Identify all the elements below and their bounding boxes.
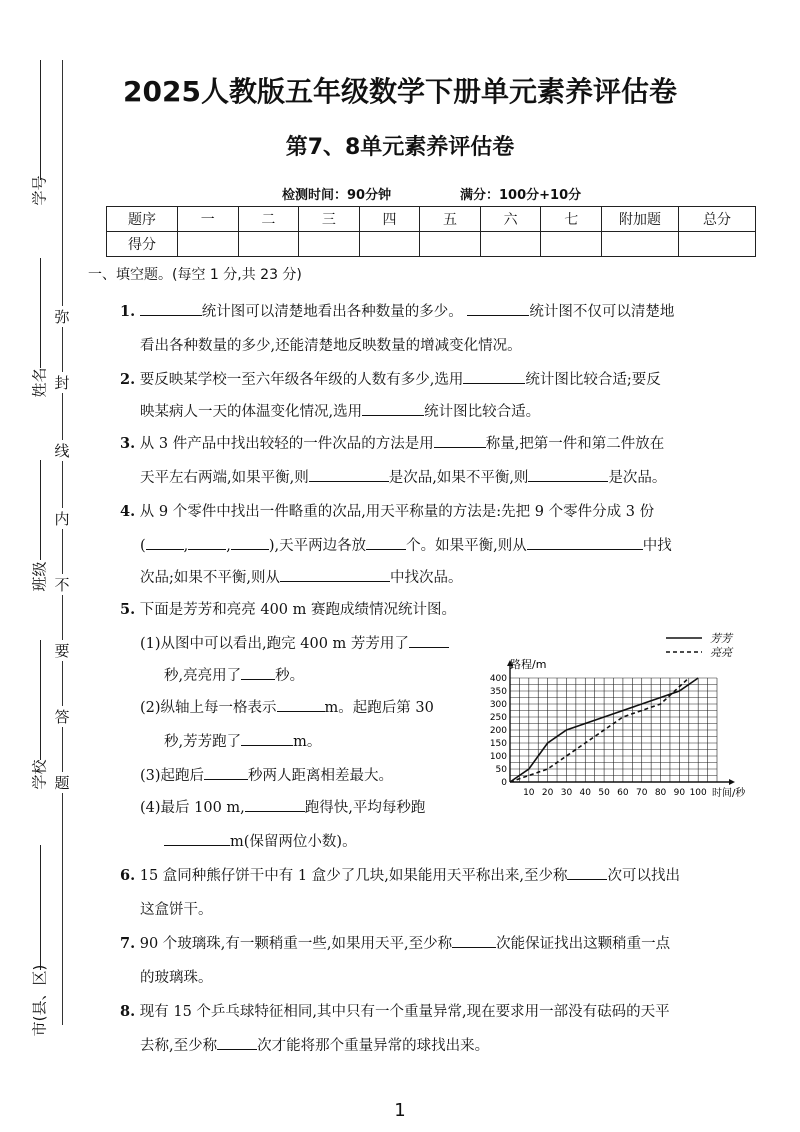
score-cell[interactable] (541, 232, 602, 257)
answer-blank[interactable] (146, 535, 184, 550)
y-tick-label: 150 (489, 739, 507, 749)
score-cell[interactable] (480, 232, 541, 257)
question-text: 秒,芳芳跑了 (164, 734, 242, 750)
race-line-chart (480, 632, 770, 808)
page-number: 1 (394, 1100, 406, 1121)
field-school: 学校 (30, 759, 49, 790)
question-text: 秒,亮亮用了 (164, 668, 242, 684)
question-4 (120, 500, 654, 521)
question-text: 从 3 件产品中找出较轻的一件次品的方法是用 (139, 436, 434, 452)
question-text: 称量,把第一件和第二件放在 (485, 436, 665, 452)
page-title: 2025人教版五年级数学下册单元素养评估卷 (123, 75, 677, 108)
question-number: 5. (120, 601, 136, 618)
margin-line (40, 460, 41, 560)
y-tick-label: 100 (489, 752, 507, 762)
seal-char: 线 (54, 442, 70, 460)
answer-blank[interactable] (245, 797, 305, 812)
table-cell: 总分 (679, 207, 756, 232)
seal-char: 封 (54, 374, 70, 392)
seal-char: 弥 (54, 308, 70, 326)
answer-blank[interactable] (409, 633, 449, 648)
question-text: 秒两人距离相差最大。 (248, 768, 394, 784)
score-table-score-row (107, 232, 756, 257)
question-text: 是次品,如果不平衡,则 (388, 470, 529, 486)
y-tick-label: 350 (489, 687, 507, 697)
field-city: 市(县、区) (30, 964, 49, 1037)
question-text: 15 盒同种熊仔饼干中有 1 盒少了几块,如果能用天平称出来,至少称 (139, 868, 568, 884)
question-text: , (183, 538, 189, 554)
table-cell: 一 (178, 207, 239, 232)
question-2-cont (140, 400, 540, 421)
question-number: 6. (120, 867, 136, 884)
x-tick-label: 10 (523, 788, 535, 798)
field-student-id: 学号 (30, 175, 49, 206)
question-5-1-cont (164, 664, 304, 685)
chart-axes (507, 660, 735, 785)
seal-char: 要 (54, 642, 70, 660)
field-class: 班级 (30, 561, 49, 592)
question-number: 3. (120, 435, 136, 452)
question-text: 个。如果平衡,则从 (406, 538, 527, 554)
score-cell[interactable] (299, 232, 360, 257)
answer-blank[interactable] (217, 1035, 257, 1050)
question-5-4-cont (164, 830, 357, 851)
score-table (106, 206, 756, 257)
seal-char: 不 (54, 576, 70, 594)
question-number: 1. (120, 303, 136, 320)
exam-time: 检测时间：90分钟 (282, 188, 392, 203)
x-tick-label: 60 (617, 788, 629, 798)
question-5-2 (140, 696, 434, 717)
question-text: (4)最后 100 m, (140, 800, 245, 816)
section-title: 一、填空题。(每空 1 分,共 23 分) (88, 267, 302, 283)
question-3-cont (140, 466, 666, 487)
seal-char: 题 (54, 774, 70, 792)
question-6 (120, 864, 680, 885)
x-tick-label: 100 (689, 788, 707, 798)
table-cell: 附加题 (602, 207, 679, 232)
table-cell: 六 (480, 207, 541, 232)
answer-blank[interactable] (434, 433, 486, 448)
question-text: 这盒饼干。 (140, 902, 213, 918)
question-text: 下面是芳芳和亮亮 400 m 赛跑成绩情况统计图。 (139, 602, 457, 618)
answer-blank[interactable] (366, 535, 406, 550)
answer-blank[interactable] (280, 567, 390, 582)
answer-blank[interactable] (309, 467, 389, 482)
question-text: 秒。 (275, 668, 305, 684)
score-cell[interactable] (420, 232, 481, 257)
x-tick-label: 80 (654, 788, 667, 798)
answer-blank[interactable] (164, 831, 230, 846)
answer-blank[interactable] (231, 535, 269, 550)
answer-blank[interactable] (277, 697, 325, 712)
question-text: 统计图比较合适;要反 (525, 372, 661, 388)
y-tick-label: 250 (489, 713, 507, 723)
legend-label: 芳芳 (710, 632, 732, 645)
x-tick-label: 20 (541, 788, 554, 798)
x-tick-label: 40 (579, 788, 591, 798)
question-7 (120, 932, 670, 953)
question-8-cont (140, 1034, 489, 1055)
question-text: 天平左右两端,如果平衡,则 (140, 470, 309, 486)
question-text: 次能保证找出这颗稍重一点 (496, 936, 671, 952)
question-text: 看出各种数量的多少,还能清楚地反映数量的增减变化情况。 (140, 338, 522, 354)
answer-blank[interactable] (567, 865, 607, 880)
question-text: 映某病人一天的体温变化情况,选用 (140, 404, 363, 420)
question-number: 7. (120, 935, 136, 952)
score-cell[interactable] (602, 232, 679, 257)
legend-label: 亮亮 (710, 646, 732, 659)
x-axis-arrow (729, 779, 735, 785)
question-2 (120, 368, 661, 389)
y-tick-label: 200 (489, 726, 507, 736)
score-cell[interactable] (359, 232, 420, 257)
question-text: m。起跑后第 30 (324, 700, 434, 716)
question-text: (3)起跑后 (140, 768, 205, 784)
y-axis-label: 路程/m (510, 658, 547, 671)
question-text: 去称,至少称 (140, 1038, 218, 1054)
page-subtitle: 第7、8单元素养评估卷 (285, 135, 515, 160)
question-text: 统计图比较合适。 (424, 404, 541, 420)
margin-line (40, 258, 41, 368)
answer-blank[interactable] (463, 369, 525, 384)
table-cell: 题序 (107, 207, 178, 232)
question-5-3 (140, 764, 393, 785)
answer-blank[interactable] (204, 765, 248, 780)
question-text: 次才能将那个重量异常的球找出来。 (257, 1038, 490, 1054)
x-tick-label: 30 (560, 788, 573, 798)
question-text: 中找次品。 (390, 570, 463, 586)
question-1 (120, 300, 674, 321)
answer-blank[interactable] (241, 665, 275, 680)
field-name: 姓名 (30, 367, 49, 398)
question-5 (120, 598, 456, 619)
question-text: 次可以找出 (607, 868, 680, 884)
question-number: 2. (120, 371, 136, 388)
question-3 (120, 432, 664, 453)
question-text: ),天平两边各放 (268, 538, 367, 554)
seal-char: 答 (54, 708, 70, 726)
x-tick-label: 90 (673, 788, 686, 798)
question-text: ( (140, 538, 146, 554)
question-text: 的玻璃珠。 (140, 970, 213, 986)
table-cell: 得分 (107, 232, 178, 257)
question-text: 中找 (642, 538, 672, 554)
y-tick-label: 300 (489, 700, 507, 710)
x-axis-label: 时间/秒 (712, 788, 746, 799)
seal-char: 内 (54, 510, 70, 528)
answer-blank[interactable] (467, 301, 529, 316)
table-cell: 四 (359, 207, 420, 232)
answer-blank[interactable] (527, 535, 643, 550)
score-cell[interactable] (178, 232, 239, 257)
question-text: 现有 15 个乒乓球特征相同,其中只有一个重量异常,现在要求用一部没有砝码的天平 (139, 1004, 670, 1020)
table-cell: 五 (420, 207, 481, 232)
question-text: 次品;如果不平衡,则从 (140, 570, 280, 586)
table-cell: 七 (541, 207, 602, 232)
question-text: 要反映某学校一至六年级各年级的人数有多少,选用 (139, 372, 464, 388)
question-text: 统计图可以清楚地看出各种数量的多少。 (201, 304, 463, 320)
question-text: (2)纵轴上每一格表示 (140, 700, 277, 716)
table-cell: 三 (299, 207, 360, 232)
score-cell[interactable] (679, 232, 756, 257)
question-text: 从 9 个零件中找出一件略重的次品,用天平称量的方法是:先把 9 个零件分成 3 份 (139, 504, 655, 520)
question-5-1 (140, 632, 449, 653)
question-text: 统计图不仅可以清楚地 (529, 304, 675, 320)
y-tick-label: 400 (489, 674, 507, 684)
x-tick-label: 50 (598, 788, 610, 798)
answer-blank[interactable] (241, 731, 293, 746)
question-text: 是次品。 (608, 470, 667, 486)
chart-legend (666, 632, 734, 659)
question-4-cont2 (140, 566, 463, 587)
answer-blank[interactable] (188, 535, 226, 550)
seal-line (62, 60, 63, 1025)
y-tick-label: 0 (501, 778, 507, 788)
score-cell[interactable] (238, 232, 299, 257)
chart-grid (510, 678, 717, 782)
margin-line (40, 845, 41, 970)
question-text: m(保留两位小数)。 (230, 834, 357, 850)
question-number: 8. (120, 1003, 136, 1020)
question-4-cont (140, 534, 672, 555)
margin-line (40, 640, 41, 760)
answer-blank[interactable] (140, 301, 202, 316)
x-tick-label: 70 (636, 788, 648, 798)
question-text: , (226, 538, 231, 554)
question-text: m。 (293, 734, 322, 750)
full-score: 满分：100分+10分 (460, 188, 582, 203)
question-8 (120, 1000, 670, 1021)
question-number: 4. (120, 503, 136, 520)
question-5-4 (140, 796, 425, 817)
table-cell: 二 (238, 207, 299, 232)
score-table-header-row (107, 207, 756, 232)
question-5-2-cont (164, 730, 321, 751)
question-text: 跑得快,平均每秒跑 (304, 800, 426, 816)
question-text: 90 个玻璃珠,有一颗稍重一些,如果用天平,至少称 (139, 936, 453, 952)
answer-blank[interactable] (528, 467, 608, 482)
answer-blank[interactable] (362, 401, 424, 416)
answer-blank[interactable] (452, 933, 496, 948)
y-tick-label: 50 (495, 765, 507, 775)
question-text: (1)从图中可以看出,跑完 400 m 芳芳用了 (140, 636, 409, 652)
